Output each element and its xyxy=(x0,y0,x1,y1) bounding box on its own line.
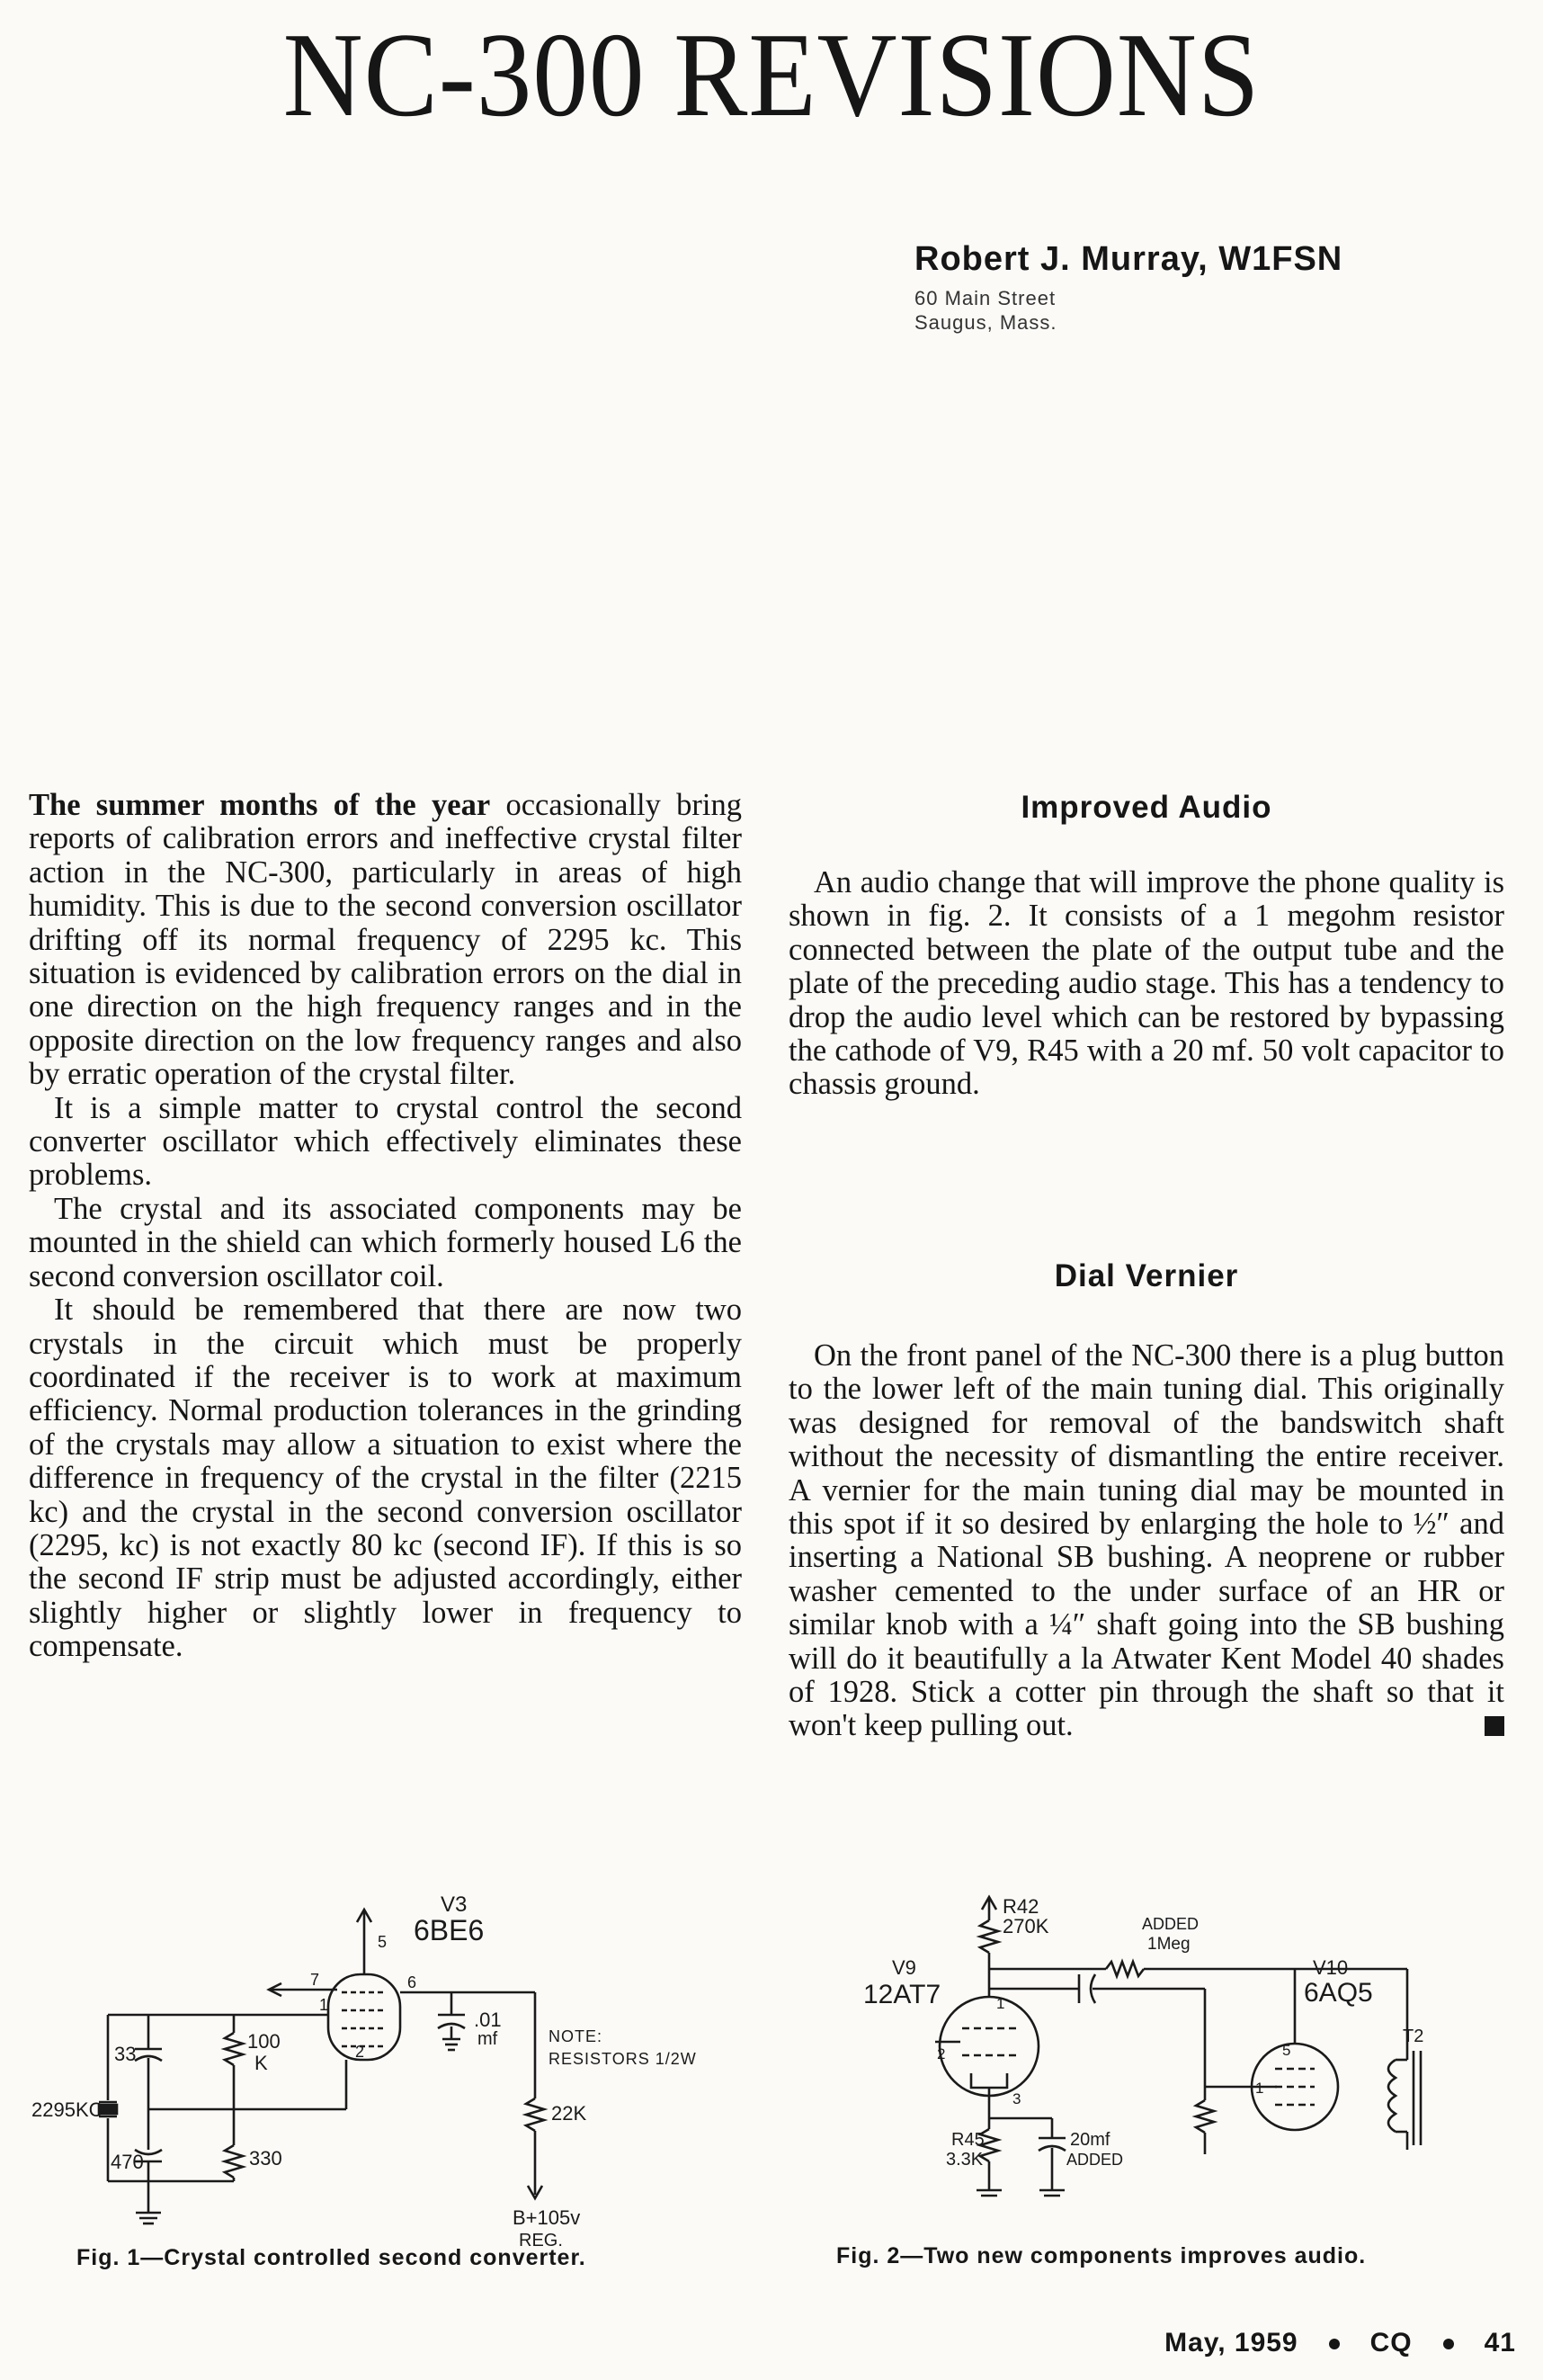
intro-paragraph xyxy=(29,789,742,1092)
fig2-cap-added: ADDED xyxy=(1066,2151,1124,2169)
coordination-paragraph: It should be remembered that there are now two crystals in the circuit which must be properly coordinated if the receiver is to work at maximum efficiency. Normal production tolerances in the grinding of the crystals may allow a situation to exist where the difference in frequency of the crystal in the filter (2215 kc) and the crystal in the second conversion oscillator (2295, kc) is not exactly 80 kc (second IF). If this is so the second IF strip must be adjusted accordingly, either slightly higher or slightly lower in frequency to compensate. xyxy=(29,1293,742,1664)
fig2-caption: Fig. 2—Two new components improves audio. xyxy=(836,2243,1367,2268)
fig2-pin1a: 1 xyxy=(996,1995,1005,2012)
fig1-supply-regulation: REG. xyxy=(519,2231,563,2250)
fig2-pin3: 3 xyxy=(1012,2090,1021,2107)
intro-text: occasionally bring reports of calibration errors and ineffective crystal filter action in the NC-300, particularly in areas of high humidity. This is due to the second conversion oscillator drifting off its normal frequency of 2295 kc. This situation is evidenced by calibration errors on the dial in one direction on the high frequency ranges and in the opposite direction on the low frequency ranges and also by erratic operation of the crystal filter. xyxy=(29,788,742,1092)
fig2-pin1b: 1 xyxy=(1255,2080,1264,2097)
fig2-r42-value: 270K xyxy=(1003,1915,1049,1937)
author-address-city: Saugus, Mass. xyxy=(914,311,1057,334)
dial-vernier-column xyxy=(789,1339,1504,1743)
fig1-tube-label: V3 xyxy=(441,1892,468,1917)
improved-audio-column xyxy=(789,866,1504,1102)
dial-vernier-heading: Dial Vernier xyxy=(1054,1258,1239,1293)
dial-vernier-paragraph: On the front panel of the NC-300 there is a plug button to the lower left of the main tuning dial. This originally was designed for removal of the bandswitch shaft without the necessity of dismantling the entire receiver. A vernier for the main tuning dial may be mounted in this spot if it so desired by enlarging the hole to ½″ and inserting a National SB bushing. A neoprene or rubber washer cemented to the under surface of an HR or similar knob with a ¼″ shaft going into the SB bushing will do it beautifully a la Atwater Kent Model 40 shades of 1928. Stick a cotter pin through the shaft so that it won't keep pulling out. xyxy=(789,1338,1504,1743)
footer-bullet xyxy=(1329,2339,1340,2349)
fig2-r45-value: 3.3K xyxy=(946,2150,984,2170)
author-name: Robert J. Murray, W1FSN xyxy=(914,240,1343,278)
fig1-pin5: 5 xyxy=(378,1933,388,1951)
fig2-added-label: ADDED xyxy=(1142,1915,1200,1933)
fig2-schematic xyxy=(845,1884,1493,2244)
fig1-res22k-label: 22K xyxy=(551,2102,587,2125)
fig2-r45-label: R45 xyxy=(951,2130,985,2150)
fig1-res100-unit: K xyxy=(254,2052,268,2074)
page-footer xyxy=(1164,2328,1516,2358)
fig2-v10-type: 6AQ5 xyxy=(1304,1978,1373,2008)
footer-page-number: 41 xyxy=(1484,2328,1516,2358)
fig1-pin2: 2 xyxy=(355,2043,365,2061)
mounting-paragraph: The crystal and its associated components may be mounted in the shield can which formerly housed L6 the second conversion oscillator coil. xyxy=(29,1191,742,1293)
fig1-note-line2: RESISTORS 1/2W xyxy=(549,2050,697,2068)
fig1-cap01-label: .01 xyxy=(474,2009,502,2031)
fig1-tube-type: 6BE6 xyxy=(414,1914,485,1946)
fig2-pin5: 5 xyxy=(1282,2042,1291,2059)
fig2-t2-label: T2 xyxy=(1403,2027,1424,2046)
fig1-note-line1: NOTE: xyxy=(549,2027,603,2045)
fig1-res100-label: 100 xyxy=(247,2030,281,2053)
crystal-control-paragraph: It is a simple matter to crystal control the second converter oscillator which effectively eliminates these problems. xyxy=(29,1090,742,1193)
fig2-v9-envelope xyxy=(940,1997,1039,2096)
fig1-cap33-label: 33 xyxy=(114,2043,137,2065)
fig1-supply-voltage: B+105v xyxy=(513,2206,581,2229)
footer-bullet xyxy=(1443,2339,1454,2349)
fig1-crystal-label: 2295KC xyxy=(31,2098,103,2121)
fig2-cap-value: 20mf xyxy=(1070,2130,1110,2150)
fig2-v10-label: V10 xyxy=(1313,1956,1349,1979)
left-article-column xyxy=(29,789,742,1664)
fig1-pin7: 7 xyxy=(310,1971,320,1989)
page-title: NC-300 REVISIONS xyxy=(282,8,1261,141)
fig2-added-value: 1Meg xyxy=(1147,1935,1191,1954)
fig2-pin2: 2 xyxy=(937,2045,946,2062)
fig1-pin1: 1 xyxy=(319,1996,329,2014)
fig1-cap01-unit: mf xyxy=(477,2029,498,2049)
fig2-v9-type: 12AT7 xyxy=(863,1980,941,2009)
fig2-v9-label: V9 xyxy=(892,1956,916,1979)
fig1-schematic xyxy=(31,1884,733,2289)
fig2-r42-label: R42 xyxy=(1003,1895,1039,1918)
footer-date: May, 1959 xyxy=(1164,2328,1298,2358)
improved-audio-heading: Improved Audio xyxy=(1021,790,1272,825)
fig1-pin6: 6 xyxy=(407,1973,417,1991)
end-of-article-mark xyxy=(1485,1716,1504,1736)
fig1-cap470-label: 470 xyxy=(111,2151,144,2173)
fig1-caption: Fig. 1—Crystal controlled second converter. xyxy=(76,2245,586,2270)
footer-magazine: CQ xyxy=(1369,2328,1413,2358)
improved-audio-paragraph: An audio change that will improve the phone quality is shown in fig. 2. It consists of a 1 megohm resistor connected between the plate of the output tube and the plate of the preceding audio stage. This has a tendency to drop the audio level which can be restored by bypassing the cathode of V9, R45 with a 20 mf. 50 volt capacitor to chassis ground. xyxy=(789,865,1504,1102)
author-address-street: 60 Main Street xyxy=(914,287,1057,309)
lead-in: The summer months of the year xyxy=(29,788,491,822)
fig1-res330-label: 330 xyxy=(249,2147,282,2170)
